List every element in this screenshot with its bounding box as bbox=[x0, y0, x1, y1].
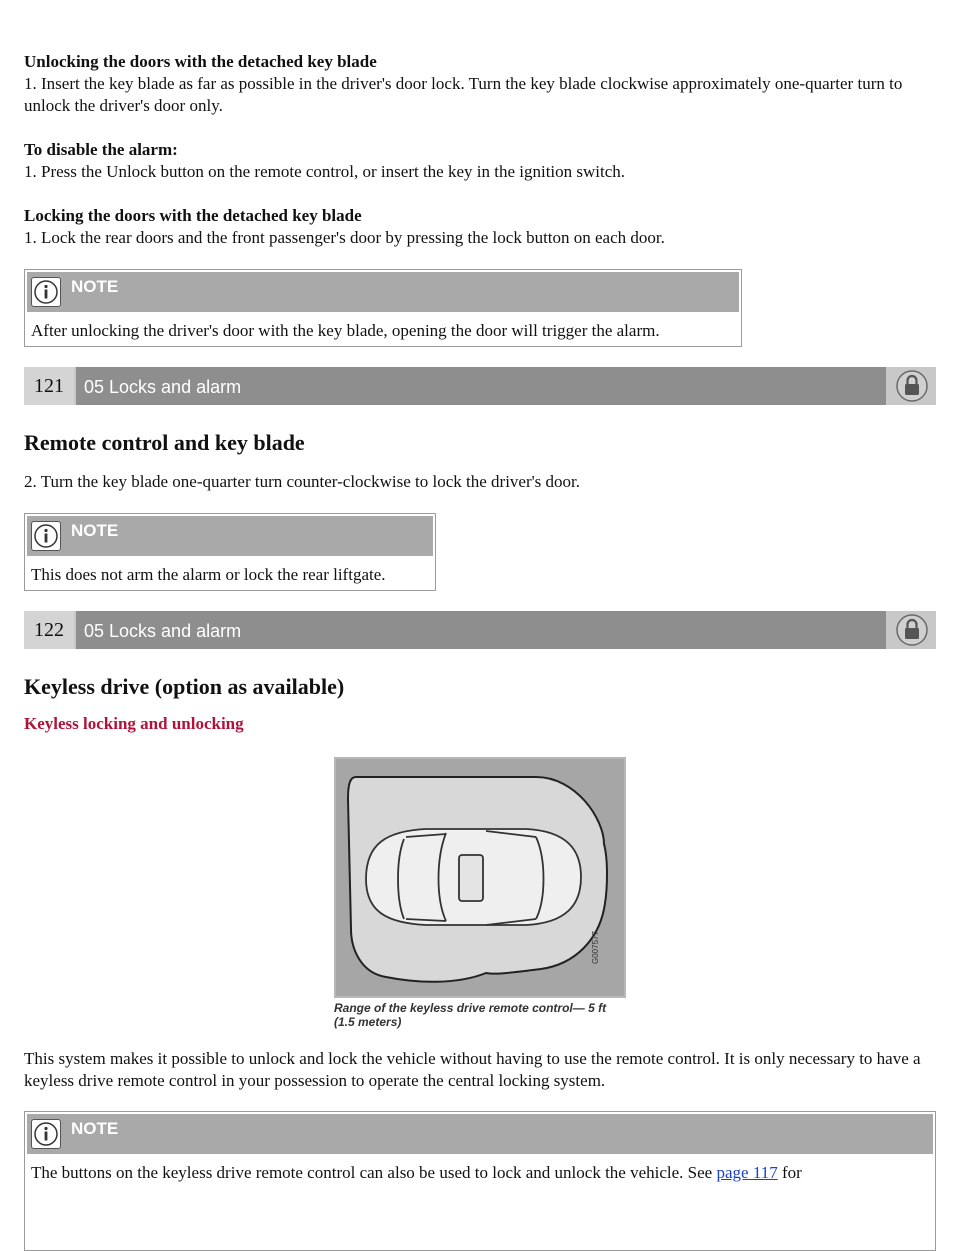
note-text-after: for bbox=[777, 1163, 802, 1182]
note-box bbox=[24, 269, 742, 347]
info-icon bbox=[31, 1119, 61, 1149]
section-bar bbox=[24, 367, 936, 405]
note-label: NOTE bbox=[71, 1119, 119, 1138]
info-icon bbox=[31, 277, 61, 307]
page-number: 122 bbox=[24, 611, 74, 649]
note-text bbox=[27, 1154, 933, 1188]
note-header bbox=[27, 1114, 933, 1154]
unlock-heading: Unlocking the doors with the detached key blade bbox=[24, 52, 377, 71]
keyless-subheading: Keyless locking and unlocking bbox=[24, 714, 244, 733]
lock-icon bbox=[890, 369, 934, 403]
remote-heading: Remote control and key blade bbox=[24, 430, 305, 455]
lock-heading: Locking the doors with the detached key blade bbox=[24, 206, 362, 225]
note-text: After unlocking the driver's door with the key blade, opening the door will trigger the alarm. bbox=[31, 321, 660, 340]
keyless-body: This system makes it possible to unlock and lock the vehicle without having to use the remote control. It is only necessary to have a keyless drive remote control in your possession to operate the central locking system. bbox=[24, 1049, 921, 1090]
note-text: This does not arm the alarm or lock the rear liftgate. bbox=[31, 565, 386, 584]
lock-step-1: 1. Lock the rear doors and the front passenger's door by pressing the lock button on each door. bbox=[24, 228, 665, 247]
note-header bbox=[27, 516, 433, 556]
note-label: NOTE bbox=[71, 277, 119, 296]
note-header bbox=[27, 272, 739, 312]
section-title: 05 Locks and alarm bbox=[76, 367, 886, 405]
keyless-heading: Keyless drive (option as available) bbox=[24, 674, 345, 699]
figure-caption: Range of the keyless drive remote control— 5 ft (1.5 meters) bbox=[334, 1001, 607, 1029]
section-title: 05 Locks and alarm bbox=[76, 611, 886, 649]
note-label: NOTE bbox=[71, 521, 119, 540]
page-number: 121 bbox=[24, 367, 74, 405]
disable-step-1: 1. Press the Unlock button on the remote control, or insert the key in the ignition switch. bbox=[24, 162, 626, 181]
note-box bbox=[24, 1111, 936, 1251]
page-117-link[interactable]: page 117 bbox=[716, 1163, 778, 1182]
keyless-range-figure bbox=[334, 757, 626, 998]
disable-heading: To disable the alarm: bbox=[24, 140, 178, 159]
note-box bbox=[24, 513, 436, 591]
manual-page bbox=[24, 52, 936, 735]
figure-code: G007577 bbox=[591, 931, 600, 964]
remote-step-2: 2. Turn the key blade one-quarter turn counter-clockwise to lock the driver's door. bbox=[24, 472, 581, 491]
section-bar bbox=[24, 611, 936, 649]
note-text-before: The buttons on the keyless drive remote control can also be used to lock and unlock the vehicle. See bbox=[31, 1163, 717, 1182]
unlock-step-1: 1. Insert the key blade as far as possible in the driver's door lock. Turn the key blade clockwise approximately one-quarter turn to unlock the driver's door only. bbox=[24, 74, 903, 115]
info-icon bbox=[31, 521, 61, 551]
lock-icon bbox=[890, 613, 934, 647]
